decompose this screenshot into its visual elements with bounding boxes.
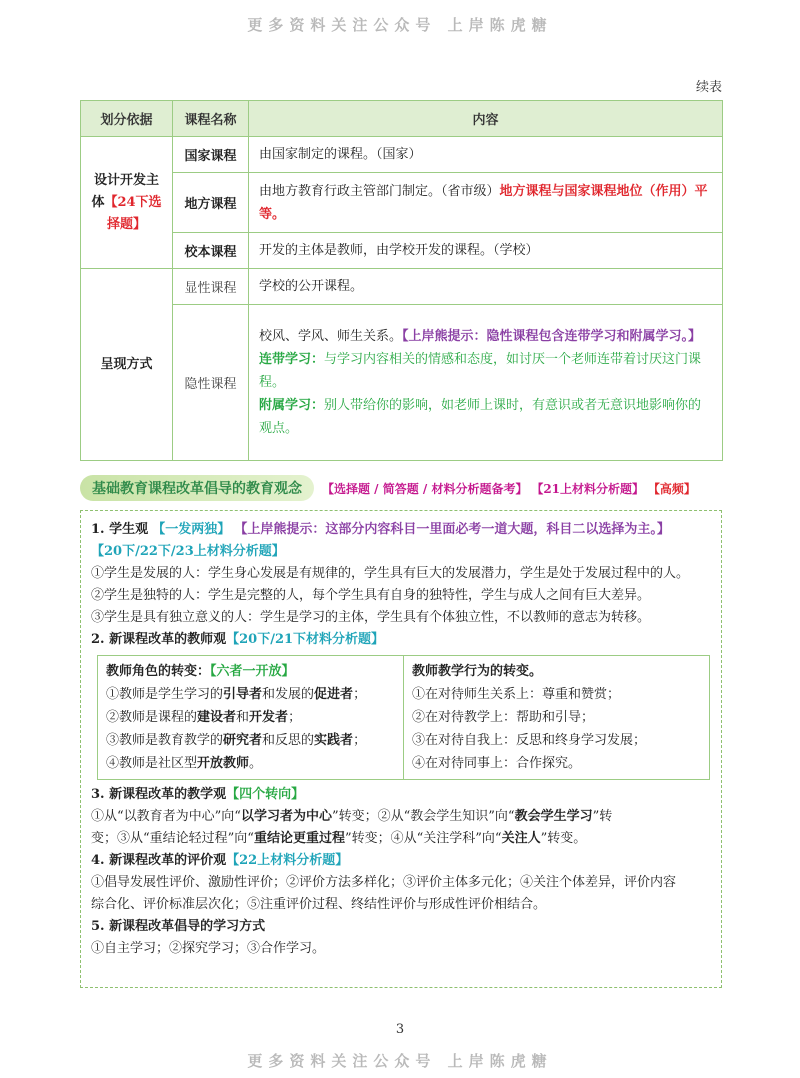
basis-design xyxy=(81,137,173,269)
evaluation-line-1: ①倡导发展性评价、激励性评价；②评价方法多样化；③评价主体多元化；④关注个体差异，评价内容 xyxy=(91,875,677,890)
student-exams: 【20下/22下/23上材料分析题】 xyxy=(91,544,285,559)
hidden-tip: 【上岸熊提示：隐性课程包含连带学习和附属学习。】 xyxy=(402,329,702,344)
student-point-3: ③学生是具有独立意义的人：学生是学习的主体，学生具有个体独立性，不以教师的意志为转移。 xyxy=(91,610,651,625)
attached-text: 别人带给你的影响，如老师上课时，有意识或者无意识地影响你的观点。 xyxy=(259,398,702,436)
student-point-2: ②学生是独特的人：学生是完整的人，每个学生具有自身的独特性，学生与成人之间有巨大差异。 xyxy=(91,588,651,603)
section-tag-frequency: 【高频】 xyxy=(647,481,696,496)
content-local-highlight: 地方课程与国家课程地位（作用）平等。 xyxy=(259,183,708,222)
table-row xyxy=(81,269,723,305)
behavior-column xyxy=(404,656,710,780)
content-hidden xyxy=(249,305,723,461)
teacher-roles-table xyxy=(97,655,710,780)
table-row xyxy=(81,233,723,269)
behavior-item-1: ①在对待师生关系上：尊重和赞赏； xyxy=(412,687,621,702)
content-local xyxy=(249,173,723,233)
content-local-text: 由地方教育行政主管部门制定。（省市级） xyxy=(259,183,500,199)
hidden-text: 校风、学风、师生关系。 xyxy=(259,329,403,344)
teacher-tag: 【20下/21下材料分析题】 xyxy=(226,632,385,647)
evaluation-tag: 【22上材料分析题】 xyxy=(226,853,349,868)
table-header-row xyxy=(81,101,723,137)
section-tags xyxy=(322,480,696,497)
header-content: 内容 xyxy=(249,101,723,137)
table-row xyxy=(81,137,723,173)
course-national: 国家课程 xyxy=(173,137,249,173)
role-title-line xyxy=(106,660,395,683)
behavior-item-2: ②在对待教学上：帮助和引导； xyxy=(412,710,595,725)
table-row xyxy=(81,305,723,461)
concomitant-label: 连带学习： xyxy=(259,352,325,367)
course-hidden: 隐性课程 xyxy=(173,305,249,461)
course-school: 校本课程 xyxy=(173,233,249,269)
course-explicit: 显性课程 xyxy=(173,269,249,305)
student-tag: 【一发两独】 xyxy=(152,522,231,537)
concomitant-text: 与学习内容相关的情感和态度，如讨厌一个老师连带着讨厌这门课程。 xyxy=(259,352,702,390)
basis-design-label: 设计开发主体 xyxy=(91,172,159,210)
student-heading-line xyxy=(91,519,711,541)
content-school: 开发的主体是教师，由学校开发的课程。（学校） xyxy=(249,233,723,269)
evaluation-line-2: 综合化、评价标准层次化；⑤注重评价过程、终结性评价与形成性评价相结合。 xyxy=(91,897,547,912)
section-header xyxy=(80,474,730,502)
course-local: 地方课程 xyxy=(173,173,249,233)
role-item-2: ②教师是课程的建设者和开发者； xyxy=(106,710,302,725)
student-point-1: ①学生是发展的人：学生身心发展是有规律的，学生具有巨大的发展潜力，学生是处于发展过程中的人。 xyxy=(91,566,690,581)
teaching-tag: 【四个转向】 xyxy=(226,787,305,802)
evaluation-heading-line xyxy=(91,850,711,872)
section-tag-types: 【选择题 / 简答题 / 材料分析题备考】 xyxy=(322,481,528,496)
section-title: 基础教育课程改革倡导的教育观念 xyxy=(80,475,314,501)
content-explicit: 学校的公开课程。 xyxy=(249,269,723,305)
teacher-heading: 2. 新课程改革的教师观 xyxy=(91,632,227,647)
role-item-4: ④教师是社区型开放教师。 xyxy=(106,756,263,771)
page-number: 3 xyxy=(395,1022,405,1037)
attached-label: 附属学习： xyxy=(259,398,325,413)
header-course-name: 课程名称 xyxy=(173,101,249,137)
top-banner: 更多资料关注公众号 上岸陈虎糖 xyxy=(247,16,553,34)
teaching-line-1: ①从“以教育者为中心”向“以学习者为中心”转变；②从“教会学生知识”向“教会学生学习”转 xyxy=(91,809,613,824)
concept-box xyxy=(80,510,722,988)
behavior-item-3: ③在对待自我上：反思和终身学习发展； xyxy=(412,733,647,748)
behavior-item-4: ④在对待同事上：合作探究。 xyxy=(412,756,582,771)
bottom-banner: 更多资料关注公众号 上岸陈虎糖 xyxy=(247,1052,553,1070)
evaluation-heading: 4. 新课程改革的评价观 xyxy=(91,853,227,868)
learning-heading: 5. 新课程改革倡导的学习方式 xyxy=(91,919,266,934)
student-tip: 【上岸熊提示：这部分内容科目一里面必考一道大题，科目二以选择为主。】 xyxy=(234,522,670,537)
learning-line: ①自主学习；②探究学习；③合作学习。 xyxy=(91,941,326,956)
basis-design-tag: 【24下选择题】 xyxy=(104,194,162,232)
course-table xyxy=(80,100,723,461)
basis-present: 呈现方式 xyxy=(81,269,173,461)
behavior-title: 教师教学行为的转变。 xyxy=(412,664,543,679)
role-title: 教师角色的转变： xyxy=(106,664,211,679)
role-tag: 【六者一开放】 xyxy=(210,664,295,679)
continued-label: 续表 xyxy=(695,80,722,95)
role-item-1: ①教师是学生学习的引导者和发展的促进者； xyxy=(106,687,367,702)
role-item-3: ③教师是教育教学的研究者和反思的实践者； xyxy=(106,733,367,748)
teaching-line-2: 变；③从“重结论轻过程”向“重结论更重过程”转变；④从“关注学科”向“关注人”转变。 xyxy=(91,831,587,846)
role-column xyxy=(98,656,404,780)
teaching-heading-line xyxy=(91,784,711,806)
header-basis: 划分依据 xyxy=(81,101,173,137)
teacher-heading-line xyxy=(91,629,711,651)
student-heading: 1. 学生观 xyxy=(91,522,149,537)
teaching-heading: 3. 新课程改革的教学观 xyxy=(91,787,227,802)
table-row xyxy=(81,173,723,233)
content-national: 由国家制定的课程。（国家） xyxy=(249,137,723,173)
section-tag-exam: 【21上材料分析题】 xyxy=(531,481,645,496)
